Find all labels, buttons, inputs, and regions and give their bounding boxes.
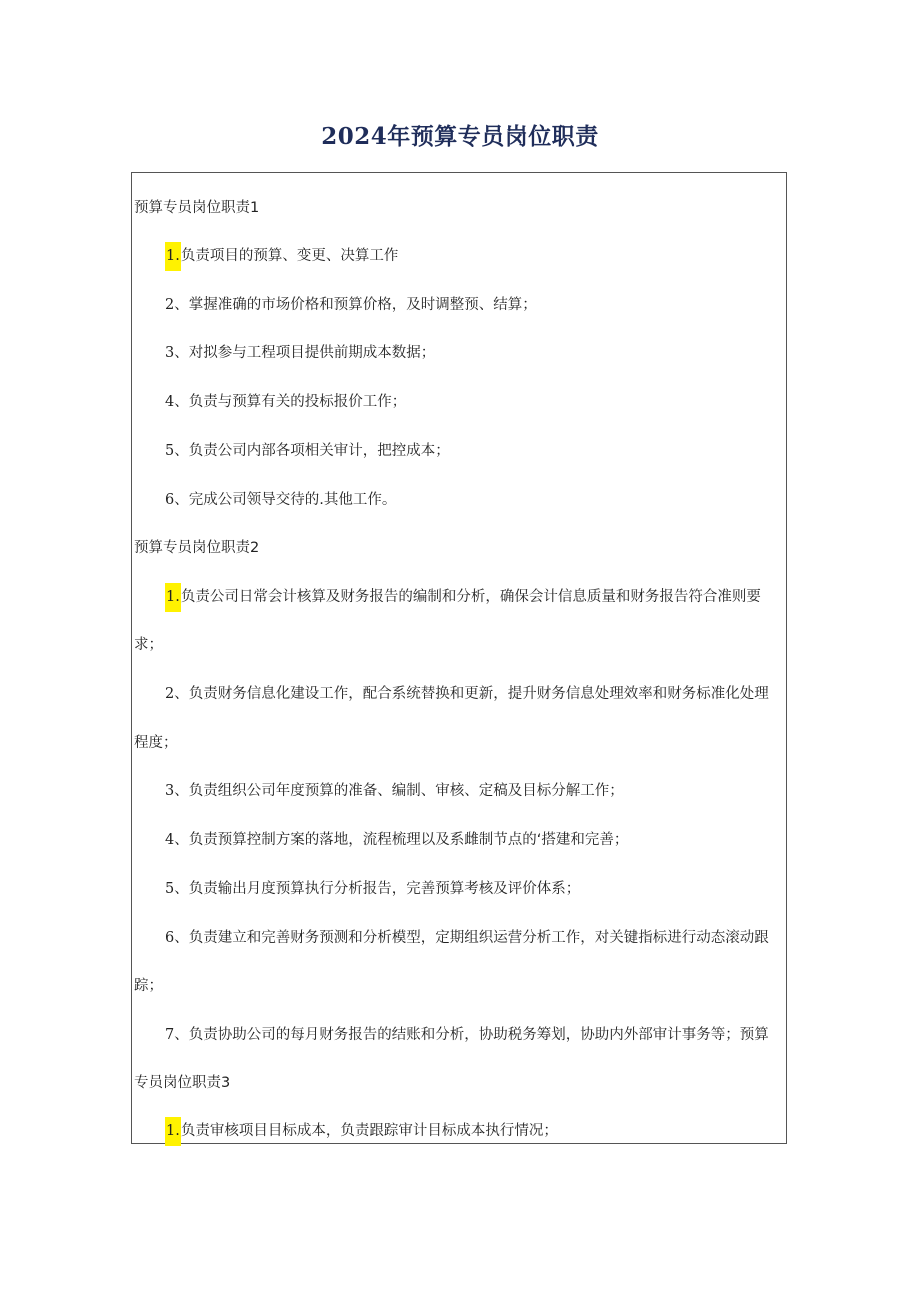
list-item xyxy=(165,587,761,612)
list-item xyxy=(165,246,398,271)
item-number: 4、 xyxy=(165,832,189,848)
list-item xyxy=(165,1121,558,1146)
item-number: 3、 xyxy=(165,783,189,799)
list-item xyxy=(165,684,769,704)
list-item xyxy=(165,490,396,510)
item-continuation: 求； xyxy=(134,637,163,653)
item-text: 完成公司领导交待的.其他工作。 xyxy=(188,492,397,508)
content-box xyxy=(131,172,787,1144)
section-heading: 预算专员岗位职责1 xyxy=(134,200,260,216)
list-item xyxy=(165,343,435,363)
section-heading: 预算专员岗位职责2 xyxy=(134,540,260,556)
item-text: 负责协助公司的每月财务报告的结账和分析，协助税务筹划，协助内外部审计事务等；预算 xyxy=(188,1027,769,1043)
list-item xyxy=(165,879,580,899)
item-number: 4、 xyxy=(165,394,189,410)
item-text: 掌握准确的市场价格和预算价格，及时调整预、结算； xyxy=(188,297,537,313)
item-number: 2、 xyxy=(165,686,189,702)
item-text: 负责项目的预算、变更、决算工作 xyxy=(180,248,399,264)
item-text: 对拟参与工程项目提供前期成本数据； xyxy=(188,345,436,361)
item-text: 负责审核项目目标成本，负责跟踪审计目标成本执行情况； xyxy=(180,1123,558,1139)
list-item xyxy=(165,1025,769,1045)
item-number: 2、 xyxy=(165,297,189,313)
item-number: 7、 xyxy=(165,1027,189,1043)
item-number: 1. xyxy=(165,242,181,271)
list-item xyxy=(165,830,628,850)
item-text: 负责财务信息化建设工作，配合系统替换和更新，提升财务信息处理效率和财务标准化处理 xyxy=(188,686,769,702)
item-text: 负责与预算有关的投标报价工作； xyxy=(188,394,407,410)
list-item xyxy=(165,392,406,412)
item-number: 6、 xyxy=(165,492,189,508)
item-continuation: 程度； xyxy=(134,735,178,751)
item-number: 1. xyxy=(165,583,181,612)
page-title: 2024年预算专员岗位职责 xyxy=(321,123,599,150)
item-number: 5、 xyxy=(165,881,189,897)
item-continuation: 踪； xyxy=(134,978,163,994)
item-text: 负责建立和完善财务预测和分析模型，定期组织运营分析工作，对关键指标进行动态滚动跟 xyxy=(188,930,769,946)
item-number: 3、 xyxy=(165,345,189,361)
item-text: 负责公司日常会计核算及财务报告的编制和分析，确保会计信息质量和财务报告符合准则要 xyxy=(180,589,761,605)
item-continuation: 专员岗位职责3 xyxy=(134,1075,231,1091)
item-text: 负责输出月度预算执行分析报告，完善预算考核及评价体系； xyxy=(188,881,581,897)
item-number: 6、 xyxy=(165,930,189,946)
item-text: 负责组织公司年度预算的准备、编制、审核、定稿及目标分解工作； xyxy=(188,783,624,799)
list-item xyxy=(165,928,769,948)
list-item xyxy=(165,295,537,315)
item-number: 1. xyxy=(165,1117,181,1146)
list-item xyxy=(165,781,624,801)
list-item xyxy=(165,441,450,461)
item-text: 负责公司内部各项相关审计，把控成本； xyxy=(188,443,450,459)
item-text: 负责预算控制方案的落地，流程梳理以及系雌制节点的‘搭建和完善； xyxy=(188,832,629,848)
item-number: 5、 xyxy=(165,443,189,459)
